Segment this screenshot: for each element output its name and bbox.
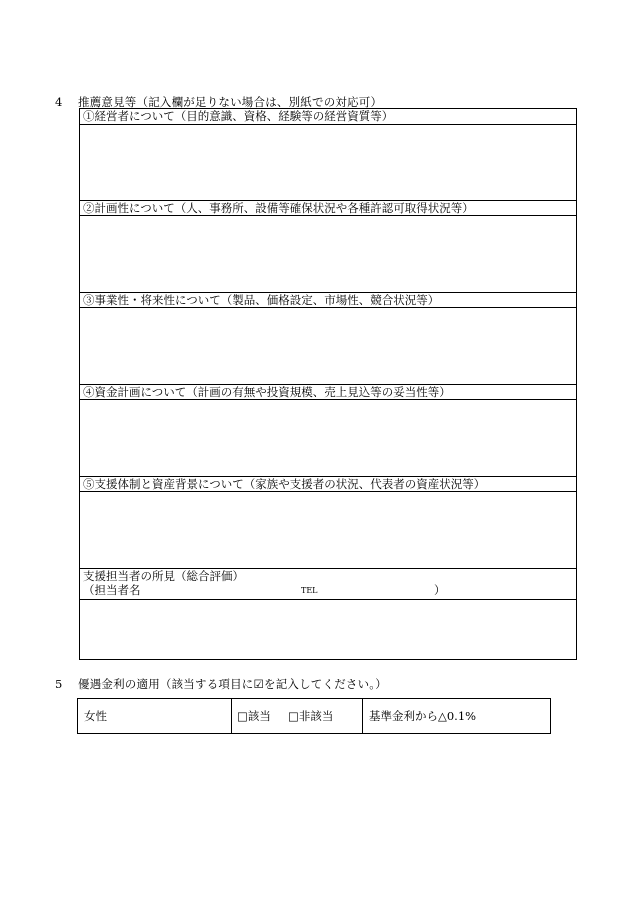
section-5-heading: [55, 676, 387, 692]
funding-input-area[interactable]: [80, 400, 576, 476]
summary-input-area[interactable]: [80, 600, 576, 659]
business-row-label: ③事業性・将来性について（製品、価格設定、市場性、競合状況等）: [80, 292, 576, 308]
applicable-checkbox[interactable]: □該当: [237, 709, 271, 723]
column-divider: [231, 699, 232, 733]
business-input-area[interactable]: [80, 308, 576, 384]
not-applicable-checkbox[interactable]: □非該当: [288, 709, 334, 723]
section-5-title: 優遇金利の適用（該当する項目に☑を記入してください。）: [78, 677, 387, 691]
support-row-label: ⑤支援体制と資産背景について（家族や支援者の状況、代表者の資産状況等）: [80, 476, 576, 492]
category-cell: 女性: [84, 709, 107, 723]
summary-contact-line: [83, 583, 576, 597]
section-4-title: 推薦意見等（記入欄が足りない場合は、別紙での対応可）: [78, 95, 383, 109]
recommendation-table: [79, 108, 577, 660]
summary-title: 支援担当者の所見（総合評価）: [83, 569, 244, 583]
close-paren: ）: [434, 583, 446, 597]
manager-row-label: ①経営者について（目的意識、資格、経験等の経営資質等）: [80, 109, 576, 125]
planning-row-label: ②計画性について（人、事務所、設備等確保状況や各種許認可取得状況等）: [80, 200, 576, 216]
summary-row-label: [80, 568, 576, 600]
rate-cell: 基準金利から△0.1%: [369, 709, 477, 723]
preferential-rate-table: [77, 698, 551, 734]
funding-row-label: ④資金計画について（計画の有無や投資規模、売上見込等の妥当性等）: [80, 384, 576, 400]
section-4-number: 4: [55, 95, 63, 109]
column-divider: [362, 699, 363, 733]
support-input-area[interactable]: [80, 492, 576, 568]
tel-label: TEL: [301, 586, 318, 595]
planning-input-area[interactable]: [80, 216, 576, 292]
contact-person-label: （担当者名: [83, 583, 141, 597]
section-5-number: 5: [55, 677, 63, 691]
manager-input-area[interactable]: [80, 125, 576, 201]
